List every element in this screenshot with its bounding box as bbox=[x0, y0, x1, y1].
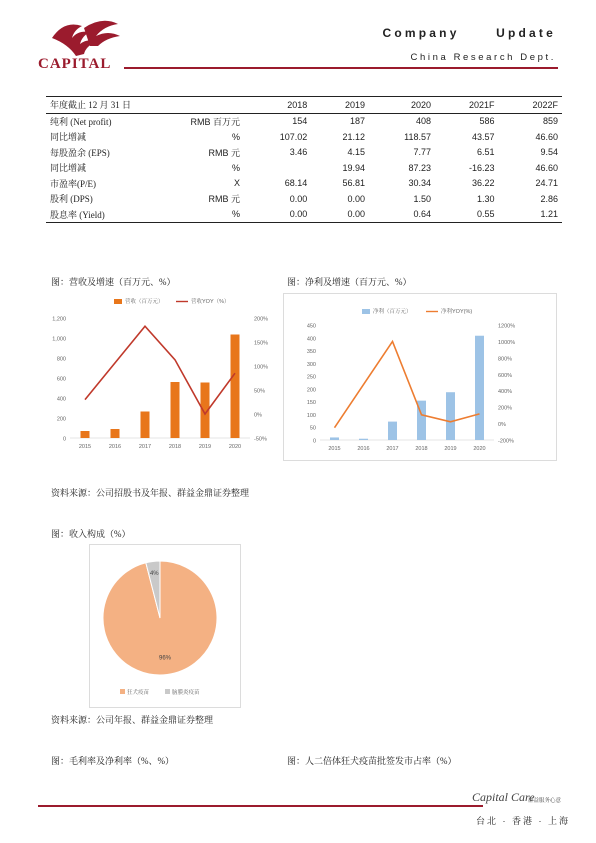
legend-label: 脑膜炎疫苗 bbox=[172, 690, 200, 696]
table-row bbox=[46, 191, 562, 207]
pie-slice-label: 4% bbox=[149, 570, 159, 577]
x-tick-label: 2017 bbox=[138, 444, 152, 450]
revenue-composition-pie-chart bbox=[89, 544, 241, 708]
legend-line-label: 营收YOY（%） bbox=[191, 299, 230, 305]
table-cell: 4.15 bbox=[347, 147, 366, 158]
table-cell: 118.57 bbox=[404, 131, 432, 142]
table-header-row bbox=[46, 97, 562, 114]
market-share-chart-caption: 图：人二倍体狂犬疫苗批签发市占率（%） bbox=[287, 756, 457, 766]
table-cell: RMB 百万元 bbox=[190, 116, 240, 127]
table-row bbox=[46, 176, 562, 192]
y-left-tick-label: 200 bbox=[56, 416, 66, 423]
table-cell: 56.81 bbox=[342, 178, 366, 189]
table-row bbox=[46, 145, 562, 161]
table-header-cell: 年度截止 12 月 31 日 bbox=[46, 97, 166, 114]
table-cell: % bbox=[166, 207, 244, 223]
bar-2017 bbox=[388, 422, 397, 440]
revenue-chart-caption: 图：营收及增速（百万元、%） bbox=[51, 277, 176, 287]
pie-chart-caption: 图：收入构成（%） bbox=[51, 529, 131, 539]
table-cell: 1.50 bbox=[413, 193, 432, 204]
table-cell: 0.00 bbox=[289, 193, 308, 204]
y-left-tick-label: 100 bbox=[306, 412, 316, 419]
x-tick-label: 2020 bbox=[473, 446, 486, 452]
x-tick-label: 2018 bbox=[168, 444, 182, 450]
table-cell: 87.23 bbox=[408, 162, 432, 173]
bar-2016 bbox=[359, 439, 368, 440]
bar-2018 bbox=[171, 382, 180, 438]
y-left-tick-label: 450 bbox=[306, 323, 316, 330]
table-cell: 0.64 bbox=[369, 207, 435, 223]
y-right-tick-label: 150% bbox=[254, 340, 269, 347]
table-cell: 2.86 bbox=[540, 193, 558, 204]
table-header-cell: 2020 bbox=[369, 97, 435, 114]
y-right-tick-label: -50% bbox=[254, 436, 267, 443]
legend-label: 狂犬疫苗 bbox=[127, 690, 150, 696]
yoy-line bbox=[85, 326, 235, 414]
table-cell: 9.54 bbox=[540, 147, 558, 158]
table-cell: 46.60 bbox=[535, 131, 558, 142]
table-cell: 107.02 bbox=[279, 131, 308, 142]
bar-2016 bbox=[111, 429, 120, 438]
table-cell: 0.00 bbox=[311, 207, 369, 223]
y-left-tick-label: 350 bbox=[306, 349, 316, 356]
table-cell: 1.21 bbox=[498, 207, 562, 223]
department-name: China Research Dept. bbox=[410, 52, 556, 63]
table-cell: 6.51 bbox=[476, 147, 495, 158]
footer-brand: Capital Care bbox=[472, 790, 535, 804]
legend-bar-swatch bbox=[114, 299, 122, 304]
x-tick-label: 2015 bbox=[78, 444, 92, 450]
table-row bbox=[46, 129, 562, 145]
table-cell: RMB 元 bbox=[208, 194, 240, 205]
table-header-cell: 2022F bbox=[498, 97, 562, 114]
net-profit-chart-caption: 图：净利及增速（百万元、%） bbox=[287, 277, 412, 287]
y-right-tick-label: 50% bbox=[254, 388, 266, 395]
table-cell: 纯利 (Net profit) bbox=[50, 116, 112, 127]
legend-bar-swatch bbox=[362, 309, 370, 314]
y-right-tick-label: 400% bbox=[498, 389, 513, 396]
x-tick-label: 2019 bbox=[444, 446, 457, 452]
x-tick-label: 2015 bbox=[328, 446, 341, 452]
bar-2019 bbox=[446, 392, 455, 440]
y-right-tick-label: 100% bbox=[254, 364, 269, 371]
legend-line-label: 净利YOY(%) bbox=[441, 309, 473, 315]
table-cell: 每股盈余 (EPS) bbox=[50, 147, 110, 158]
table-cell: 同比增减 bbox=[50, 163, 87, 174]
table-cell: % bbox=[231, 131, 240, 142]
table-cell: 859 bbox=[542, 116, 558, 127]
y-right-tick-label: 200% bbox=[498, 405, 513, 412]
y-left-tick-label: 50 bbox=[309, 425, 316, 432]
y-right-tick-label: 0% bbox=[254, 412, 262, 419]
y-left-tick-label: 800 bbox=[56, 356, 66, 363]
table-cell: -16.23 bbox=[468, 162, 495, 173]
financial-summary-table bbox=[46, 96, 562, 223]
table-cell: 154 bbox=[292, 116, 308, 127]
table-header-cell: 2018 bbox=[244, 97, 311, 114]
table-cell: 3.46 bbox=[289, 147, 308, 158]
y-left-tick-label: 200 bbox=[306, 387, 316, 394]
table-cell: RMB 元 bbox=[208, 147, 240, 158]
y-right-tick-label: 600% bbox=[498, 372, 513, 379]
y-right-tick-label: 0% bbox=[498, 422, 506, 429]
y-left-tick-label: 0 bbox=[312, 438, 316, 445]
bar-2015 bbox=[81, 431, 90, 438]
table-cell: 24.71 bbox=[535, 178, 558, 189]
legend-bar-label: 净利（百万元） bbox=[373, 309, 412, 315]
pie-slice-label: 96% bbox=[158, 655, 172, 662]
net-profit-chart bbox=[283, 293, 557, 461]
footer-brand-cn: 群益服务心意 bbox=[528, 798, 562, 804]
y-left-tick-label: 0 bbox=[62, 436, 66, 443]
table-header-cell: 2021F bbox=[435, 97, 498, 114]
table-cell: 0.55 bbox=[435, 207, 498, 223]
table-row bbox=[46, 207, 562, 223]
y-left-tick-label: 400 bbox=[306, 336, 316, 343]
y-left-tick-label: 150 bbox=[306, 400, 316, 407]
y-right-tick-label: 1000% bbox=[498, 339, 516, 346]
y-right-tick-label: 800% bbox=[498, 356, 513, 363]
x-tick-label: 2019 bbox=[198, 444, 212, 450]
x-tick-label: 2020 bbox=[228, 444, 242, 450]
table-cell: 408 bbox=[415, 116, 432, 127]
table-cell: 36.22 bbox=[471, 178, 495, 189]
table-header-cell bbox=[166, 97, 244, 114]
table-cell: 68.14 bbox=[284, 178, 308, 189]
table-cell: % bbox=[231, 162, 240, 173]
table-cell: 21.12 bbox=[342, 131, 366, 142]
yoy-line bbox=[335, 341, 480, 427]
x-tick-label: 2018 bbox=[415, 446, 428, 452]
x-tick-label: 2016 bbox=[108, 444, 122, 450]
table-cell: 市盈率(P/E) bbox=[50, 178, 96, 189]
table-header-cell: 2019 bbox=[311, 97, 369, 114]
table-cell: 187 bbox=[350, 116, 366, 127]
y-left-tick-label: 250 bbox=[306, 374, 316, 381]
table-cell: 0.00 bbox=[347, 193, 366, 204]
bar-2017 bbox=[141, 412, 150, 439]
y-right-tick-label: -200% bbox=[498, 438, 514, 445]
y-right-tick-label: 1200% bbox=[498, 323, 516, 330]
table-cell: 同比增减 bbox=[50, 132, 87, 143]
y-left-tick-label: 300 bbox=[306, 361, 316, 368]
y-left-tick-label: 1,000 bbox=[52, 336, 66, 343]
footer-cities: 台北 · 香港 · 上海 bbox=[476, 816, 570, 826]
bar-2020 bbox=[475, 336, 484, 440]
footer-rule bbox=[38, 805, 483, 807]
table-cell: 1.30 bbox=[476, 193, 495, 204]
margin-chart-caption: 图：毛利率及净利率（%、%） bbox=[51, 756, 174, 766]
table-cell: 7.77 bbox=[413, 147, 432, 158]
y-left-tick-label: 600 bbox=[56, 376, 66, 383]
source-note-1: 资料来源：公司招股书及年报、群益金鼎证券整理 bbox=[51, 488, 250, 498]
table-cell: 0.00 bbox=[244, 207, 311, 223]
header-rule bbox=[124, 67, 558, 69]
x-tick-label: 2017 bbox=[386, 446, 399, 452]
table-cell bbox=[244, 160, 311, 176]
logo-wordmark: CAPITAL bbox=[38, 56, 112, 72]
revenue-chart bbox=[48, 294, 282, 462]
table-cell: 30.34 bbox=[408, 178, 432, 189]
y-right-tick-label: 200% bbox=[254, 316, 269, 323]
table-cell: 股息率 (Yield) bbox=[46, 207, 166, 223]
table-cell: 股利 (DPS) bbox=[50, 194, 93, 205]
report-type-title: Company Update bbox=[382, 26, 556, 40]
legend-swatch bbox=[120, 689, 125, 694]
table-row bbox=[46, 113, 562, 129]
table-cell: 46.60 bbox=[535, 162, 558, 173]
table-cell: X bbox=[233, 178, 240, 189]
y-left-tick-label: 400 bbox=[56, 396, 66, 403]
y-left-tick-label: 1,200 bbox=[52, 316, 66, 323]
legend-bar-label: 营收（百万元） bbox=[125, 299, 164, 305]
legend-swatch bbox=[165, 689, 170, 694]
source-note-2: 资料来源：公司年报、群益金鼎证券整理 bbox=[51, 715, 214, 725]
table-cell: 586 bbox=[479, 116, 495, 127]
table-cell: 43.57 bbox=[471, 131, 495, 142]
bar-2020 bbox=[231, 335, 240, 439]
x-tick-label: 2016 bbox=[357, 446, 370, 452]
table-cell: 19.94 bbox=[342, 162, 366, 173]
table-row bbox=[46, 160, 562, 176]
bar-2015 bbox=[330, 437, 339, 440]
